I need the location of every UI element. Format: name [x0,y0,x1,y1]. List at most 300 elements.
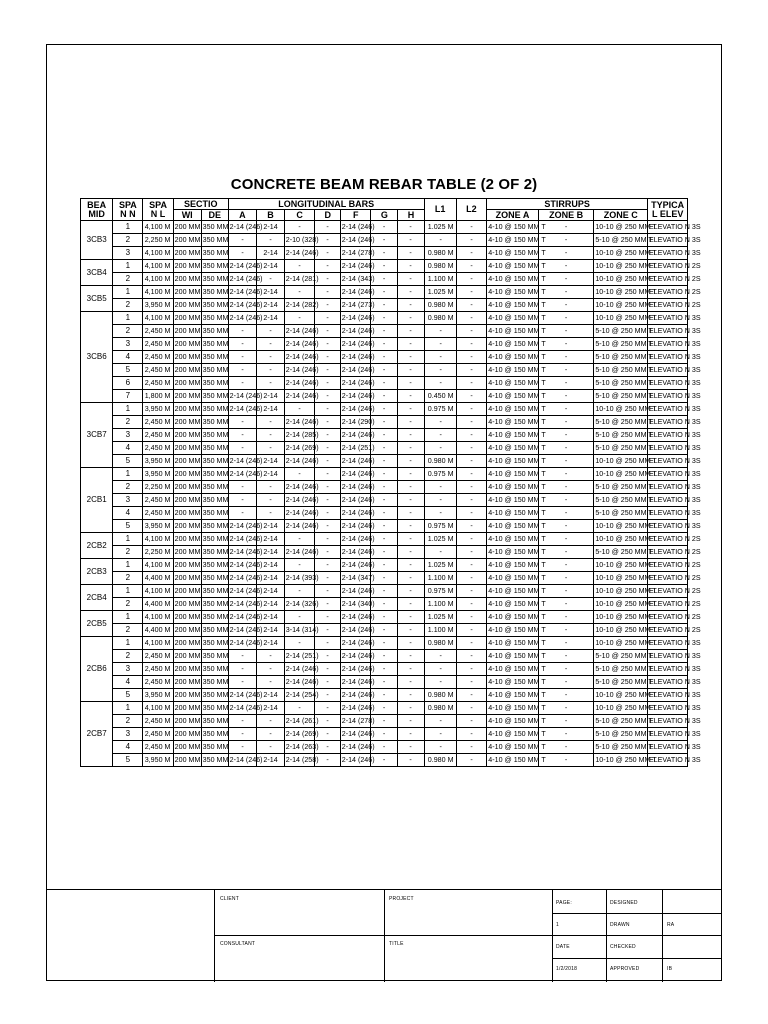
l2-cell-text: - [470,417,473,426]
depth-cell [201,663,228,676]
span-no-cell: 1 [113,260,143,273]
l1-cell-text: - [438,378,442,387]
depth-cell-text: 350 MM [202,703,229,712]
zone-b-cell [539,624,594,637]
bar-b-cell-text: 2-14 [263,313,278,322]
zone-a-cell-text: 4-10 @ 150 MM T [488,326,546,335]
l2-cell-text: - [470,534,473,543]
span-no-cell: 4 [113,741,143,754]
bar-d-cell-text: - [326,313,329,322]
checked-label: CHECKED [610,944,636,950]
beam-mark-cell: 3CB6 [81,312,113,403]
typical-elev-cell [648,221,701,234]
l2-cell-text: - [470,586,473,595]
zone-c-cell-text: 5-10 @ 250 MM T [595,482,653,491]
zone-b-cell-text: - [564,755,568,764]
width-cell-text: 200 MM [174,586,201,595]
span-no-cell: 2 [113,572,143,585]
l2-cell-text: - [470,404,473,413]
table-row [81,481,688,494]
bar-h-cell-text: - [409,703,413,712]
bar-c-cell [285,247,319,260]
bar-a-cell-text: 2-14 (246) [229,521,263,530]
zone-b-cell-text: - [564,677,568,686]
table-row [81,728,688,741]
span-length-cell [143,611,173,624]
bar-a-cell [228,637,263,650]
zone-b-cell [539,637,594,650]
l1-cell-text: 0.980 M [427,638,454,647]
width-cell [173,442,201,455]
l1-cell [424,468,456,481]
l1-cell [424,559,456,572]
bar-f-cell-text: 2-14 (246) [341,495,375,504]
bar-f-cell-text: 2-14 (278) [341,716,375,725]
page-value: 1 [556,922,559,928]
date-value: 1/2/2018 [556,966,578,972]
zone-a-cell-text: 4-10 @ 150 MM T [488,287,546,296]
width-cell-text: 200 MM [174,300,201,309]
bar-d-cell-text: - [326,495,329,504]
bar-d-cell-text: - [326,352,329,361]
zone-b-cell-text: - [564,248,568,257]
zone-c-cell [594,312,657,325]
l1-cell [424,364,456,377]
beam-mark-cell: 2CB6 [81,637,113,702]
l2-cell [456,273,486,286]
width-cell-text: 200 MM [174,599,201,608]
bar-a-cell [228,338,256,351]
l1-cell [424,533,456,546]
depth-cell [201,741,228,754]
depth-cell [201,689,228,702]
l1-cell [424,572,456,585]
span-no-cell: 1 [113,702,143,715]
bar-d-cell [315,637,341,650]
zone-a-cell-text: 4-10 @ 150 MM T [488,508,546,517]
zone-a-cell [486,507,546,520]
zone-a-cell [486,481,546,494]
typical-elev-cell [648,663,701,676]
width-cell [173,481,201,494]
table-row [81,546,688,559]
bar-a-cell [228,455,263,468]
typical-elev-cell-text: ELEVATIO N 3S [649,456,701,465]
zone-c-cell-text: 5-10 @ 250 MM T [595,417,653,426]
bar-b-cell [256,494,284,507]
zone-b-cell [539,481,594,494]
span-length-cell-text: 2,450 M [145,339,171,348]
bar-a-cell [228,715,256,728]
zone-b-cell [539,442,594,455]
span-length-cell-text: 4,100 M [145,560,171,569]
l2-cell-text: - [470,352,473,361]
typical-elev-cell [648,455,701,468]
rebar-table-body [81,221,701,767]
span-length-cell [143,468,173,481]
bar-g-cell-text: - [383,651,386,660]
bar-f-cell-text: 2-14 (278) [341,248,375,257]
depth-cell-text: 350 MM [202,755,229,764]
width-cell [173,247,201,260]
zone-c-cell-text: 10-10 @ 250 MM T [595,703,657,712]
width-cell [173,598,201,611]
depth-cell-text: 350 MM [202,521,229,530]
span-length-cell [143,481,173,494]
bar-d-cell-text: - [326,443,329,452]
bar-d-cell-text: - [326,612,329,621]
span-no-cell: 3 [113,663,143,676]
table-row [81,494,688,507]
typical-elev-cell [648,689,701,702]
width-cell-text: 200 MM [174,391,201,400]
typical-elev-cell [648,312,701,325]
title-block-divider [552,913,722,914]
bar-d-cell-text: - [326,287,329,296]
span-length-cell-text: 2,450 M [145,326,171,335]
zone-c-cell [594,689,657,702]
bar-g-cell-text: - [383,300,386,309]
bar-h-cell [398,572,424,585]
bar-h-cell-text: - [409,508,413,517]
bar-f-cell-text: 2-14 (273) [341,300,375,309]
bar-a-cell-text: - [241,235,244,244]
bar-c-cell [285,689,319,702]
bar-d-cell-text: - [326,729,329,738]
zone-b-cell [539,351,594,364]
bar-b-cell [256,416,284,429]
bar-a-cell [228,247,256,260]
bar-h-cell [398,689,424,702]
depth-cell [201,715,228,728]
zone-b-cell-text: - [564,664,568,673]
span-length-cell [143,364,173,377]
bar-a-cell [228,624,263,637]
zone-b-cell [539,533,594,546]
l2-cell-text: - [470,443,473,452]
zone-b-cell [539,494,594,507]
zone-b-cell [539,247,594,260]
l2-cell-text: - [470,378,473,387]
bar-g-cell-text: - [383,586,386,595]
zone-b-cell [539,260,594,273]
bar-f-cell [341,429,375,442]
width-cell [173,273,201,286]
bar-a-cell-text: 2-14 (246) [229,287,263,296]
bar-c-cell-text: 2-14 (246) [285,352,319,361]
bar-c-cell [285,715,319,728]
width-cell-text: 200 MM [174,638,201,647]
zone-a-cell [486,390,546,403]
depth-cell-text: 350 MM [202,378,229,387]
span-length-cell-text: 4,100 M [145,261,171,270]
zone-c-cell [594,286,657,299]
bar-a-cell-text: 2-14 (246) [229,534,263,543]
bar-b-cell-text: - [269,651,272,660]
typical-elev-cell-text: ELEVATIO N 3S [649,378,701,387]
span-length-cell-text: 4,100 M [145,248,171,257]
zone-c-cell [594,598,657,611]
bar-h-cell [398,546,424,559]
bar-f-cell [341,338,375,351]
zone-b-cell [539,325,594,338]
l2-cell-text: - [470,248,473,257]
bar-b-cell-text: 2-14 [263,612,278,621]
l1-cell-text: - [438,508,442,517]
bar-h-cell [398,598,424,611]
bar-a-cell [228,442,256,455]
l2-cell-text: - [470,521,473,530]
depth-cell-text: 350 MM [202,287,229,296]
bar-c-cell-text: 2-14 (251) [285,651,319,660]
span-length-cell [143,676,173,689]
bar-b-cell-text: - [269,365,272,374]
zone-b-cell-text: - [564,339,568,348]
bar-h-cell-text: - [409,352,413,361]
span-no-cell: 2 [113,598,143,611]
span-length-cell [143,715,173,728]
zone-c-cell [594,468,657,481]
bar-a-cell [228,689,263,702]
bar-f-cell [341,468,375,481]
bar-c-cell-text: - [298,534,301,543]
table-row [81,273,688,286]
l2-cell [456,637,486,650]
bar-a-cell-text: 2-14 (246) [229,690,263,699]
width-cell [173,676,201,689]
bar-h-cell-text: - [409,755,413,764]
width-cell [173,325,201,338]
bar-c-cell-text: 2-14 (246) [285,339,319,348]
header-bar-a: A [228,210,256,221]
title-block-divider [384,890,385,982]
bar-a-cell [228,416,256,429]
depth-cell-text: 350 MM [202,443,229,452]
zone-c-cell [594,559,657,572]
zone-a-cell-text: 4-10 @ 150 MM T [488,300,546,309]
title-block-divider [606,890,607,982]
bar-d-cell-text: - [326,339,329,348]
width-cell [173,585,201,598]
bar-a-cell [228,546,263,559]
zone-a-cell-text: 4-10 @ 150 MM T [488,313,546,322]
bar-f-cell-text: 2-14 (246) [341,612,375,621]
bar-h-cell-text: - [409,339,413,348]
bar-h-cell [398,585,424,598]
zone-c-cell [594,650,653,663]
typical-elev-cell-text: ELEVATIO N 3S [649,430,701,439]
bar-c-cell [285,663,319,676]
zone-b-cell [539,611,594,624]
bar-h-cell-text: - [409,586,413,595]
span-no-cell: 1 [113,611,143,624]
l2-cell [456,481,486,494]
zone-b-cell-text: - [564,469,568,478]
beam-mark-cell: 3CB3 [81,221,113,260]
l1-cell [424,611,456,624]
l1-cell-text: 0.975 M [427,521,454,530]
width-cell [173,754,201,767]
typical-elev-cell [648,286,701,299]
typical-elev-cell-text: ELEVATIO N 2S [649,612,701,621]
l2-cell-text: - [470,573,473,582]
bar-a-cell-text: 2-14 (246) [229,599,263,608]
bar-g-cell-text: - [383,235,386,244]
span-length-cell [143,377,173,390]
bar-g-cell-text: - [383,391,386,400]
span-length-cell [143,455,173,468]
typical-elev-cell-text: ELEVATIO N 2S [649,625,701,634]
typical-elev-cell-text: ELEVATIO N 3S [649,508,701,517]
bar-a-cell [228,585,263,598]
bar-c-cell-text: - [298,560,301,569]
page-label: PAGE: [556,900,572,906]
zone-c-cell-text: 5-10 @ 250 MM T [595,547,653,556]
l1-cell-text: 1.100 M [427,573,454,582]
l1-cell-text: 1.100 M [427,599,454,608]
width-cell [173,728,201,741]
l2-cell [456,429,486,442]
bar-a-cell [228,650,256,663]
zone-b-cell [539,455,594,468]
span-length-cell-text: 3,950 M [145,300,171,309]
zone-a-cell-text: 4-10 @ 150 MM T [488,742,546,751]
bar-f-cell-text: 2-14 (246) [341,430,375,439]
bar-f-cell-text: 2-14 (246) [341,378,375,387]
bar-g-cell-text: - [383,677,386,686]
width-cell-text: 200 MM [174,352,201,361]
bar-c-cell-text: 2-14 (269) [285,729,319,738]
zone-b-cell [539,676,594,689]
bar-b-cell [256,728,284,741]
bar-h-cell-text: - [409,365,413,374]
l1-cell-text: 1.025 M [427,222,454,231]
zone-a-cell [486,624,546,637]
bar-a-cell [228,741,256,754]
zone-a-cell [486,312,546,325]
depth-cell [201,442,228,455]
span-length-cell-text: 3,950 M [145,690,171,699]
bar-c-cell [285,494,319,507]
table-row [81,403,688,416]
bar-f-cell-text: 2-14 (246) [341,755,375,764]
bar-f-cell [341,481,375,494]
bar-a-cell-text: - [241,729,244,738]
l2-cell [456,312,486,325]
bar-h-cell [398,624,424,637]
span-length-cell [143,286,173,299]
span-length-cell [143,624,173,637]
beam-mark-cell: 2CB4 [81,585,113,611]
typical-elev-cell [648,338,701,351]
zone-c-cell-text: 10-10 @ 250 MM T [595,573,657,582]
zone-c-cell [594,338,653,351]
l1-cell-text: 0.975 M [427,586,454,595]
depth-cell [201,481,228,494]
zone-a-cell [486,468,546,481]
zone-a-cell-text: 4-10 @ 150 MM T [488,443,546,452]
bar-d-cell-text: - [326,755,329,764]
rebar-table [80,198,701,767]
bar-f-cell-text: 2-14 (246) [341,677,375,686]
bar-b-cell [256,676,284,689]
zone-a-cell [486,637,546,650]
depth-cell [201,364,228,377]
span-length-cell [143,312,173,325]
bar-c-cell [285,533,315,546]
typical-elev-cell-text: ELEVATIO N 2S [649,300,701,309]
bar-d-cell [315,585,341,598]
l2-cell [456,650,486,663]
bar-c-cell [285,403,315,416]
bar-a-cell [228,520,263,533]
table-row [81,650,688,663]
bar-c-cell [285,481,319,494]
bar-h-cell [398,442,424,455]
bar-b-cell-text: - [269,508,272,517]
title-label: TITLE [389,941,404,947]
bar-a-cell [228,403,263,416]
zone-a-cell [486,585,546,598]
zone-c-cell [594,546,653,559]
table-row [81,429,688,442]
span-no-cell: 5 [113,364,143,377]
depth-cell [201,377,228,390]
bar-a-cell-text: 2-14 (246) [229,391,263,400]
span-length-cell [143,221,173,234]
bar-a-cell-text: 2-14 (246) [229,638,263,647]
zone-b-cell [539,429,594,442]
bar-a-cell-text: - [241,716,244,725]
zone-a-cell-text: 4-10 @ 150 MM T [488,534,546,543]
depth-cell-text: 350 MM [202,313,229,322]
span-length-cell-text: 4,100 M [145,313,171,322]
l1-cell-text: 0.980 M [427,300,454,309]
l1-cell [424,351,456,364]
bar-f-cell-text: 2-14 (246) [341,482,375,491]
typical-elev-cell [648,572,701,585]
table-row [81,377,688,390]
l1-cell-text: 0.980 M [427,248,454,257]
bar-b-cell-text: - [269,326,272,335]
typical-elev-cell-text: ELEVATIO N 3S [649,339,701,348]
width-cell [173,520,201,533]
l2-cell-text: - [470,495,473,504]
zone-c-cell [594,572,657,585]
zone-a-cell-text: 4-10 @ 150 MM T [488,638,546,647]
zone-a-cell [486,546,546,559]
table-row [81,338,688,351]
table-row [81,416,688,429]
depth-cell [201,559,228,572]
beam-mark-cell: 3CB7 [81,403,113,468]
depth-cell-text: 350 MM [202,716,229,725]
bar-b-cell-text: - [269,716,272,725]
l2-cell [456,286,486,299]
bar-f-cell-text: 2-14 (251) [341,443,375,452]
bar-f-cell [341,689,375,702]
bar-a-cell-text: - [241,378,244,387]
typical-elev-cell [648,325,701,338]
width-cell [173,494,201,507]
bar-g-cell-text: - [383,417,386,426]
zone-c-cell-text: 10-10 @ 250 MM T [595,690,657,699]
span-length-cell [143,442,173,455]
table-row [81,572,688,585]
bar-b-cell-text: - [269,677,272,686]
typical-elev-cell-text: ELEVATIO N 2S [649,547,701,556]
bar-f-cell [341,442,375,455]
